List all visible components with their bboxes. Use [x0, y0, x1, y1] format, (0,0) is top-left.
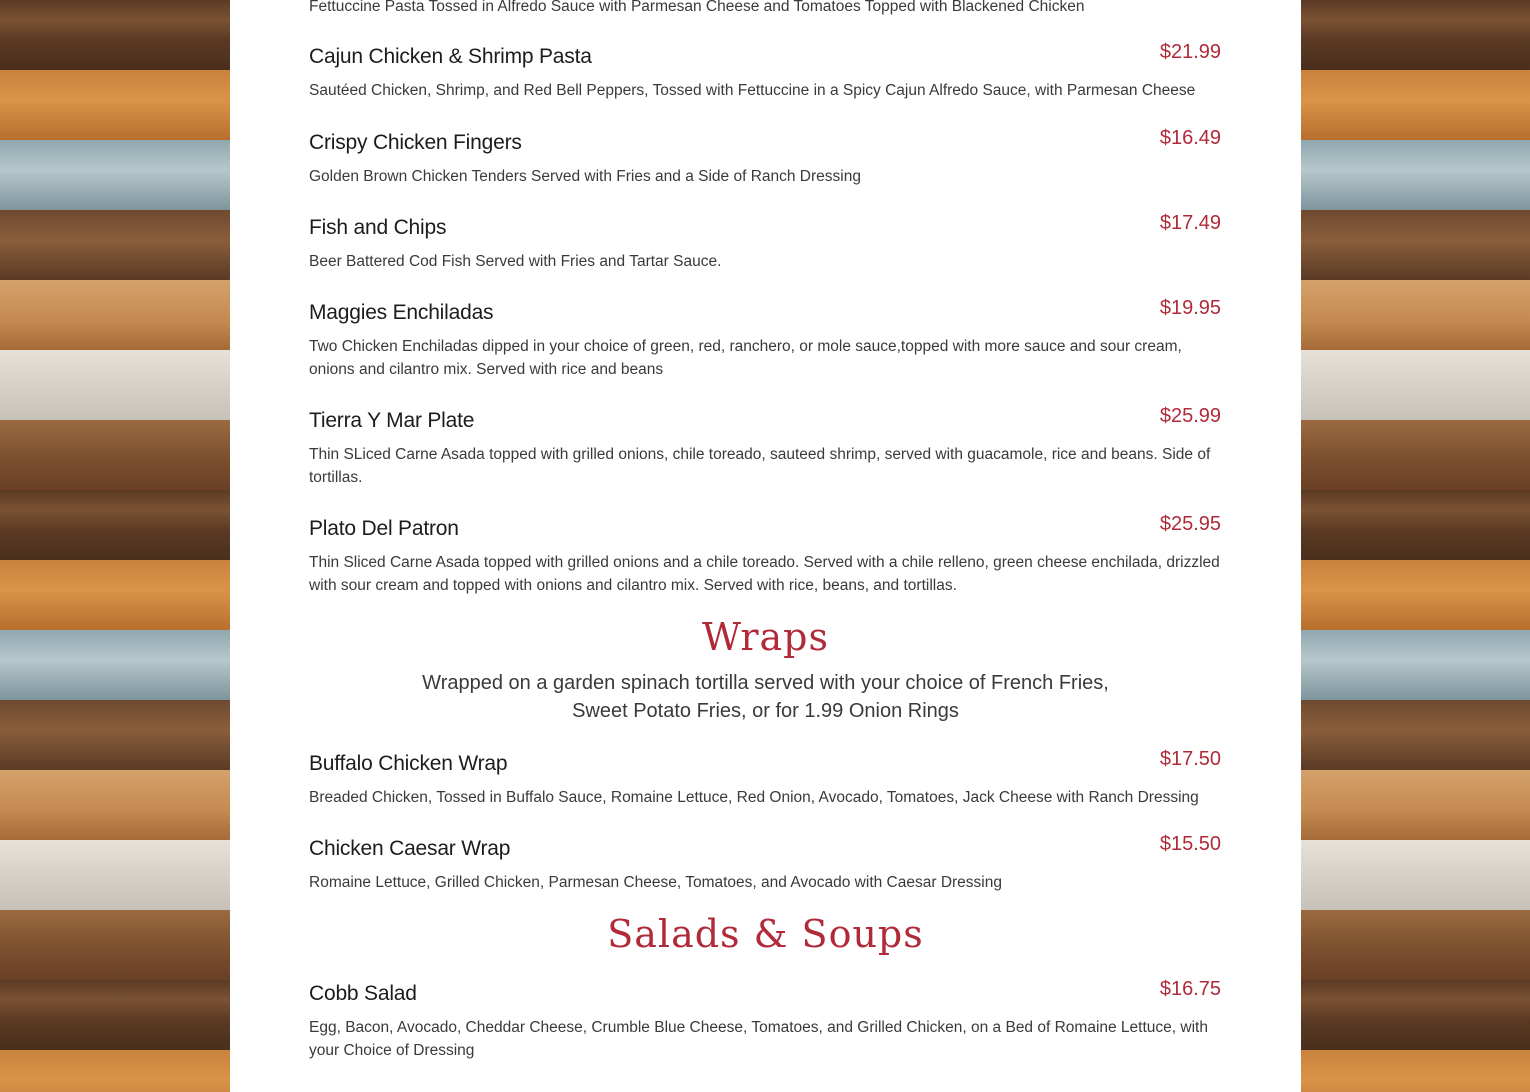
item-price: $25.99 [1159, 405, 1221, 427]
section-title-salads: Salads & Soups [607, 912, 924, 956]
item-description: Two Chicken Enchiladas dipped in your choice of green, red, ranchero, or mole sauce,topped with more sauce and sour cream, onions and cilantro mix. Served with rice and beans [309, 338, 1182, 378]
section-note-line: Sweet Potato Fries, or for 1.99 Onion Rings [572, 700, 959, 722]
item-description: Sautéed Chicken, Shrimp, and Red Bell Peppers, Tossed with Fettuccine in a Spicy Cajun Alfredo Sauce, with Parmesan Cheese [309, 82, 1196, 99]
item-name: Plato Del Patron [309, 517, 459, 540]
item-price: $15.50 [1159, 833, 1221, 855]
item-name: Fish and Chips [309, 216, 447, 239]
item-price: $25.95 [1159, 513, 1221, 535]
item-description: Breaded Chicken, Tossed in Buffalo Sauce, Romaine Lettuce, Red Onion, Avocado, Tomatoes, Jack Cheese with Ranch Dressing [309, 789, 1199, 806]
item-name: Tierra Y Mar Plate [309, 409, 475, 432]
item-description: Golden Brown Chicken Tenders Served with Fries and a Side of Ranch Dressing [309, 168, 861, 185]
item-price: $17.50 [1159, 748, 1221, 770]
section-title-wraps: Wraps [702, 615, 829, 659]
item-price: $16.75 [1159, 978, 1221, 1000]
item-price: $19.95 [1159, 297, 1221, 319]
item-name: Crispy Chicken Fingers [309, 131, 522, 154]
item-price: $16.49 [1159, 127, 1221, 149]
item-description-fragment: Fettuccine Pasta Tossed in Alfredo Sauce with Parmesan Cheese and Tomatoes Topped with Blackened Chicken [309, 0, 1085, 15]
item-name: Cobb Salad [309, 982, 417, 1005]
item-name: Buffalo Chicken Wrap [309, 752, 508, 775]
item-price: $21.99 [1159, 41, 1221, 63]
item-name: Cajun Chicken & Shrimp Pasta [309, 45, 592, 68]
item-name: Maggies Enchiladas [309, 301, 494, 324]
item-description: Thin Sliced Carne Asada topped with grilled onions and a chile toreado. Served with a chile relleno, green cheese enchilada, drizzled with sour cream and topped with onions and cilantro mix. Served with rice, beans, and tortillas. [309, 554, 1220, 594]
item-price: $17.49 [1159, 212, 1221, 234]
item-name: Chicken Caesar Wrap [309, 837, 511, 860]
item-description: Beer Battered Cod Fish Served with Fries and Tartar Sauce. [309, 253, 722, 270]
menu-page [230, 0, 1301, 1092]
item-description: Thin SLiced Carne Asada topped with grilled onions, chile toreado, sauteed shrimp, served with guacamole, rice and beans. Side of tortillas. [309, 446, 1211, 486]
item-description: Romaine Lettuce, Grilled Chicken, Parmesan Cheese, Tomatoes, and Avocado with Caesar Dressing [309, 874, 1002, 891]
section-note-line: Wrapped on a garden spinach tortilla served with your choice of French Fries, [422, 672, 1109, 694]
item-description: Egg, Bacon, Avocado, Cheddar Cheese, Crumble Blue Cheese, Tomatoes, and Grilled Chicken, on a Bed of Romaine Lettuce, with your Choice of Dressing [309, 1019, 1208, 1059]
